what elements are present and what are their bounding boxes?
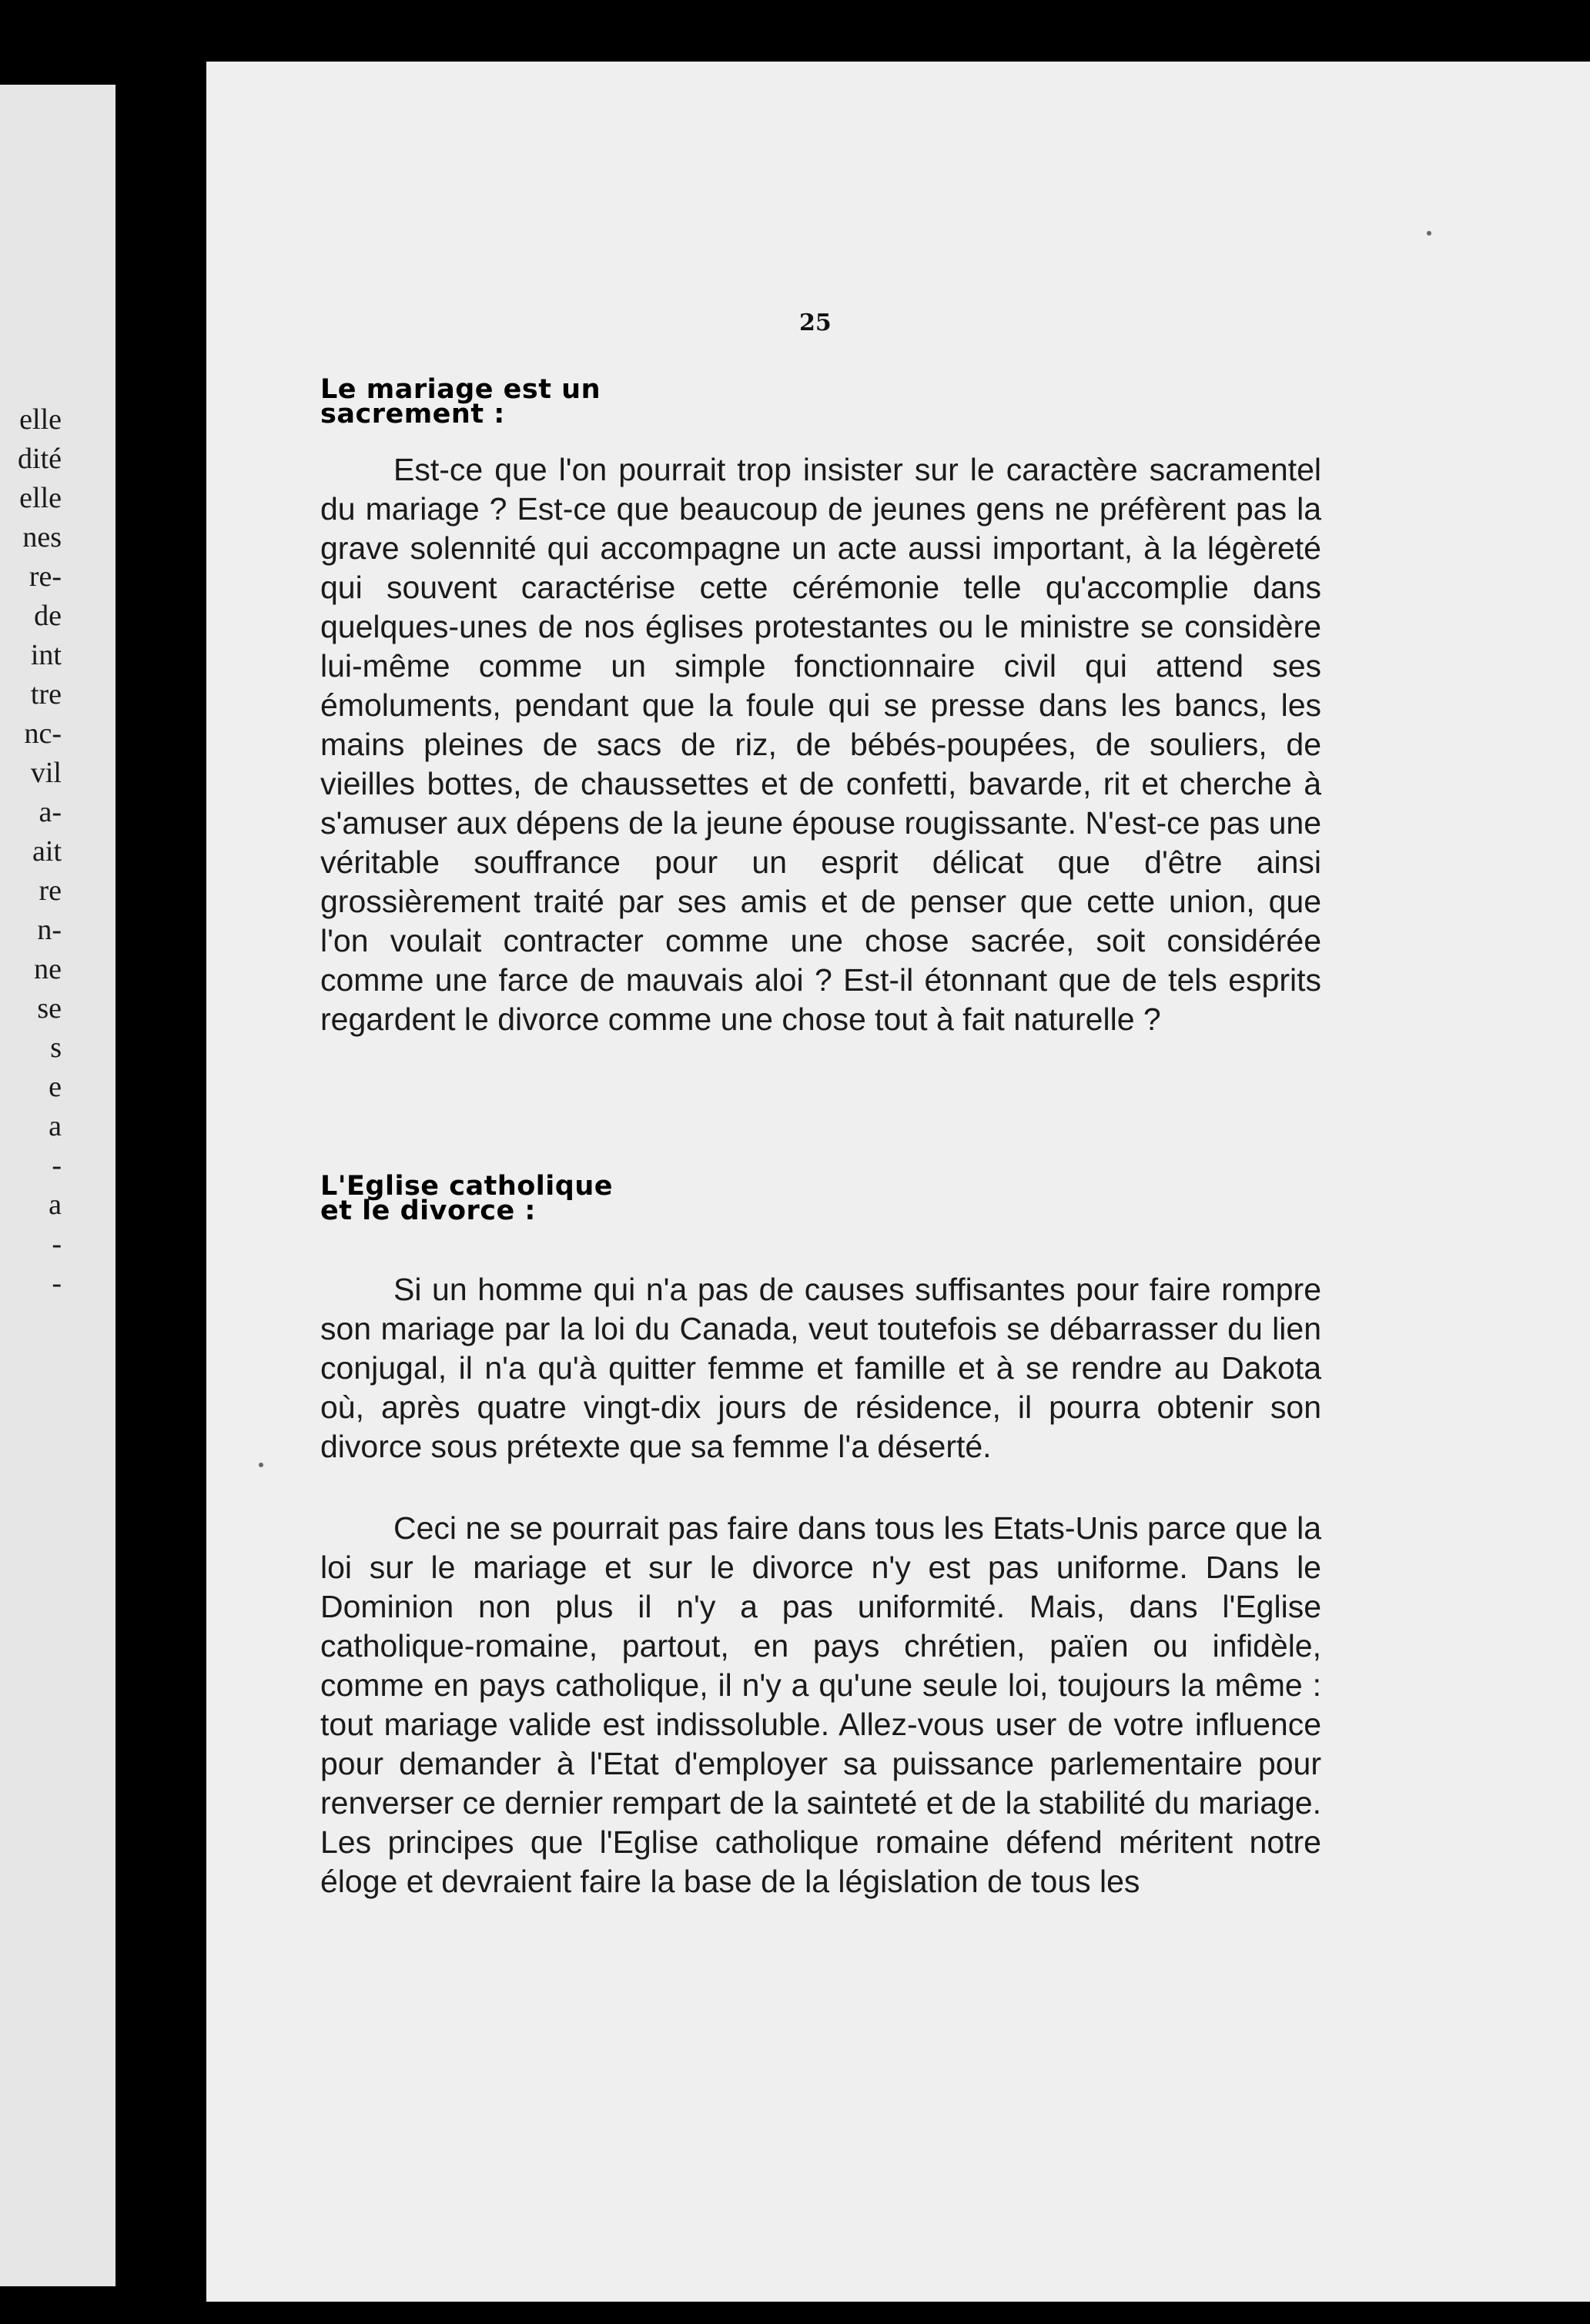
left-fragment: a [49, 1189, 62, 1221]
left-fragment: nes [22, 521, 62, 553]
left-fragment: nc- [24, 717, 62, 750]
paragraph-sacrement [320, 450, 1321, 1039]
heading-line: Le mariage est un [320, 374, 601, 405]
left-fragment: ne [34, 953, 62, 985]
left-fragment: se [37, 992, 62, 1025]
left-fragment: ait [32, 835, 62, 868]
section-heading-divorce [320, 1171, 705, 1226]
left-fragment: re [38, 874, 62, 907]
paragraph-text: Si un homme qui n'a pas de causes suffisantes pour faire rompre son mariage par la loi du Canada, veut toutefois se débarrasser du lien conjugal, il n'a qu'à quitter femme et famille et à se rendre au Dakota où, après quatre vingt-dix jours de résidence, il pourra obtenir son divorce sous prétexte que sa femme l'a déserté. [320, 1272, 1321, 1464]
heading-line: L'Eglise catholique [320, 1171, 613, 1202]
scan-speck [1427, 231, 1431, 236]
page-number: 25 [799, 309, 832, 336]
left-fragment: elle [19, 403, 62, 436]
right-page [206, 62, 1590, 2302]
left-fragment: int [30, 639, 62, 671]
book-gutter [115, 0, 206, 2324]
section-heading-sacrement [320, 374, 705, 430]
paragraph-dakota [320, 1270, 1321, 1466]
scan-speck [259, 1463, 263, 1467]
left-fragment: tre [30, 678, 62, 711]
left-fragment: e [49, 1071, 62, 1103]
left-fragment: vil [30, 757, 62, 789]
heading-line: et le divorce : [320, 1195, 536, 1226]
left-fragment: elle [19, 482, 62, 514]
left-fragment: re- [28, 560, 62, 593]
paragraph-text: Est-ce que l'on pourrait trop insister sur le caractère sacramentel du mariage ? Est-ce que beaucoup de jeunes gens ne préfèrent pas la grave solennité qui accompagne un acte aussi important, à la légèreté qui souvent caractérise cette cérémonie telle qu'accomplie dans quelques-unes de nos églises protestantes ou le ministre se considère lui-même comme un simple fonctionnaire civil qui attend ses émoluments, pendant que la foule qui se presse dans les bancs, les mains pleines de sacs de riz, de bébés-poupées, de souliers, de vieilles bottes, de chaussettes et de confetti, bavarde, rit et cherche à s'amuser aux dépens de la jeune épouse rougissante. N'est-ce pas une véritable souffrance pour un esprit délicat que d'être ainsi grossièrement traité par ses amis et de penser que cette union, que l'on voulait contracter comme une chose sacrée, soit considérée comme une farce de mauvais aloi ? Est-il étonnant que de tels esprits regardent le divorce comme une chose tout à fait naturelle ? [320, 452, 1321, 1037]
left-fragment: n- [37, 914, 62, 946]
left-fragment: - [52, 1149, 62, 1182]
paragraph-eglise [320, 1509, 1321, 1901]
left-fragment: - [52, 1228, 62, 1260]
left-fragment: dité [18, 443, 62, 475]
paragraph-text: Ceci ne se pourrait pas faire dans tous les Etats-Unis parce que la loi sur le mariage et sur le divorce n'y est pas uniforme. Dans le Dominion non plus il n'y a pas uniformité. Mais, dans l'Eglise catholique-romaine, partout, en pays chrétien, païen ou infidèle, comme en pays catholique, il n'y a qu'une seule loi, toujours la même : tout mariage valide est indissoluble. Allez-vous user de votre influence pour demander à l'Etat d'employer sa puissance parlementaire pour renverser ce dernier rempart de la sainteté et de la stabilité du mariage. Les principes que l'Eglise catholique romaine défend méritent notre éloge et devraient faire la base de la législation de tous les [320, 1510, 1321, 1899]
left-fragment: a- [38, 796, 62, 828]
left-fragment: s [50, 1032, 62, 1064]
heading-line: sacrement : [320, 399, 505, 430]
left-page-text-fragments [0, 400, 115, 1303]
left-page [0, 85, 115, 2286]
left-fragment: de [34, 600, 62, 632]
left-fragment: - [52, 1267, 62, 1299]
left-fragment: a [49, 1110, 62, 1142]
